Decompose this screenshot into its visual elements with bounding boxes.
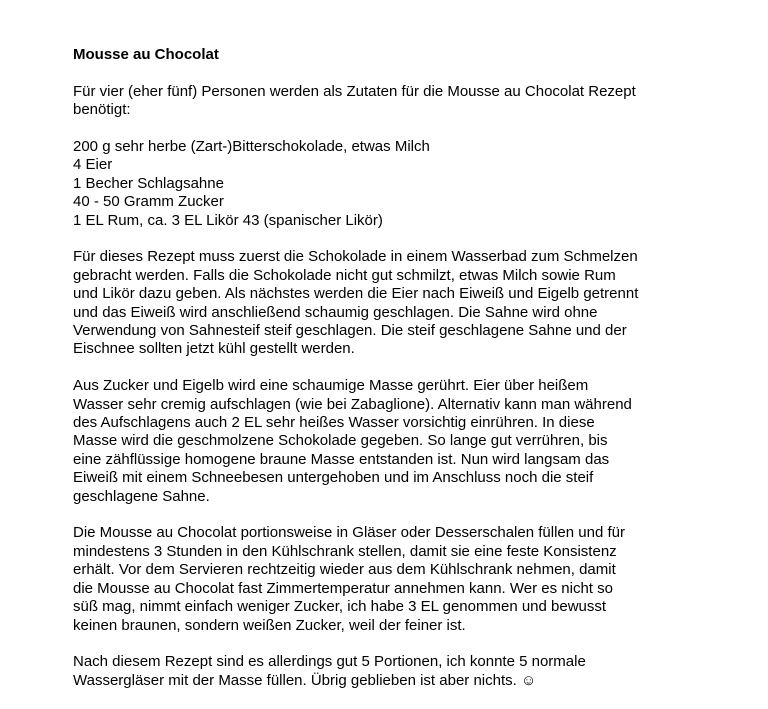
text-line: und Likör dazu geben. Als nächstes werden die Eier nach Eiweiß und Eigelb getrennt [73, 285, 639, 303]
text-line: Wassergläser mit der Masse füllen. Übrig geblieben ist aber nichts. ☺ [73, 671, 537, 689]
text-line: und das Eiweiß wird anschließend schaumig geschlagen. Die Sahne wird ohne [73, 303, 598, 321]
text-line: erhält. Vor dem Servieren rechtzeitig wieder aus dem Kühlschrank nehmen, damit [73, 561, 616, 579]
ingredient-item: 1 Becher Schlagsahne [73, 174, 224, 192]
text-line: Für vier (eher fünf) Personen werden als Zutaten für die Mousse au Chocolat Rezept [73, 82, 636, 100]
text-line: gebracht werden. Falls die Schokolade nicht gut schmilzt, etwas Milch sowie Rum [73, 266, 616, 284]
preparation-paragraph-2 [73, 377, 703, 506]
serving-paragraph [73, 524, 703, 634]
text-line: Wasser sehr cremig aufschlagen (wie bei Zabaglione). Alternativ kann man während [73, 395, 632, 413]
text-line: Für dieses Rezept muss zuerst die Schokolade in einem Wasserbad zum Schmelzen [73, 248, 638, 266]
ingredient-item: 4 Eier [73, 156, 113, 174]
intro-paragraph [73, 83, 703, 120]
text-line: süß mag, nimmt einfach weniger Zucker, ich habe 3 EL genommen und bewusst [73, 598, 607, 616]
ingredient-item: 1 EL Rum, ca. 3 EL Likör 43 (spanischer Likör) [73, 211, 383, 229]
document-title: Mousse au Chocolat [73, 46, 219, 63]
ingredient-item: 40 - 50 Gramm Zucker [73, 193, 224, 211]
text-line: Nach diesem Rezept sind es allerdings gut 5 Portionen, ich konnte 5 normale [73, 653, 586, 671]
text-line: Eischnee sollten jetzt kühl gestellt werden. [73, 340, 355, 358]
text-line: Die Mousse au Chocolat portionsweise in Gläser oder Desserschalen füllen und für [73, 524, 625, 542]
text-line: Aus Zucker und Eigelb wird eine schaumige Masse gerührt. Eier über heißem [73, 377, 589, 395]
preparation-paragraph-1 [73, 248, 703, 358]
text-line: die Mousse au Chocolat fast Zimmertemperatur annehmen kann. Wer es nicht so [73, 579, 613, 597]
document-page [73, 46, 703, 709]
ingredients-list [73, 138, 703, 230]
text-line: geschlagene Sahne. [73, 487, 210, 505]
text-line: mindestens 3 Stunden in den Kühlschrank stellen, damit sie eine feste Konsistenz [73, 542, 617, 560]
text-line: Masse wird die geschmolzene Schokolade gegeben. So lange gut verrühren, bis [73, 432, 608, 450]
text-line: Verwendung von Sahnesteif steif geschlagen. Die steif geschlagene Sahne und der [73, 322, 627, 340]
text-line: des Aufschlagens auch 2 EL sehr heißes Wasser vorsichtig einrühren. In diese [73, 414, 595, 432]
text-line: keinen braunen, sondern weißen Zucker, weil der feiner ist. [73, 616, 466, 634]
ingredient-item: 200 g sehr herbe (Zart-)Bitterschokolade, etwas Milch [73, 138, 430, 155]
text-line: benötigt: [73, 101, 131, 119]
text-line: eine zähflüssige homogene braune Masse entstanden ist. Nun wird langsam das [73, 450, 610, 468]
closing-paragraph [73, 653, 703, 690]
text-line: Eiweiß mit einem Schneebesen untergehoben und im Anschluss noch die steif [73, 469, 594, 487]
